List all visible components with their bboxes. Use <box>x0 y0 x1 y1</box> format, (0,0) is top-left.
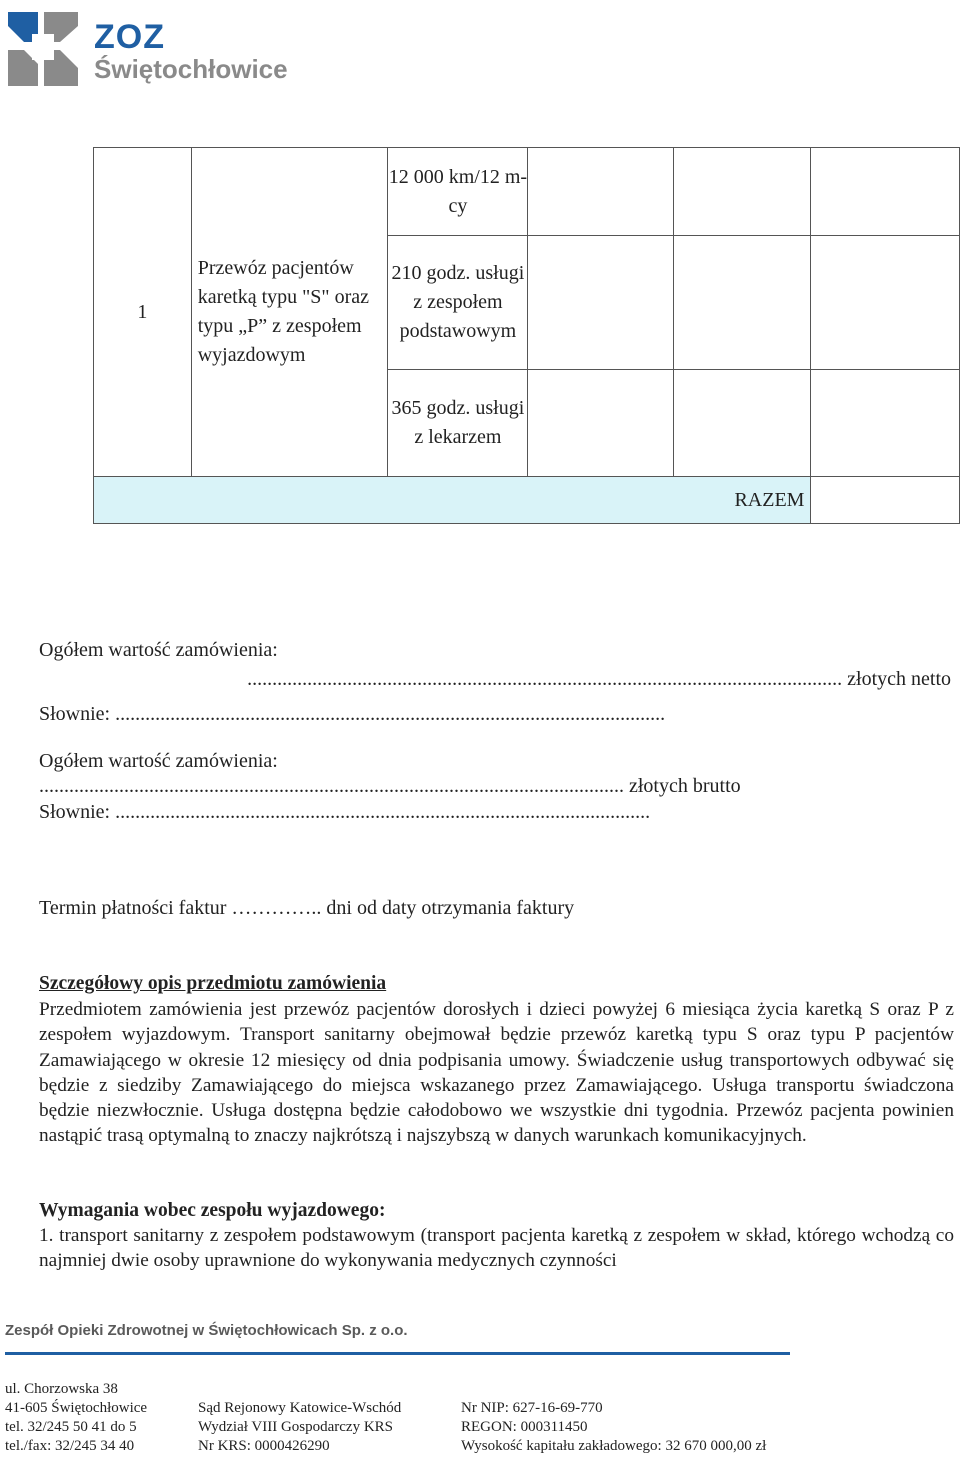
footer-address <box>5 1380 147 1456</box>
logo-text-city: Świętochłowice <box>94 54 288 84</box>
footer-line: tel. 32/245 50 41 do 5 <box>5 1419 137 1435</box>
footer-divider <box>5 1352 790 1355</box>
footer-line: ul. Chorzowska 38 <box>5 1381 118 1397</box>
footer-registry <box>461 1399 766 1456</box>
logo-text-zoz: ZOZ <box>94 18 165 56</box>
payment-term: Termin płatności faktur ………….. dni od daty otrzymania faktury <box>39 897 575 919</box>
gross-value-line: ..................................................................................................................... złotych brutto <box>39 775 741 797</box>
empty-cell <box>528 370 674 477</box>
footer-court <box>198 1399 401 1456</box>
footer-line: tel./fax: 32/245 34 40 <box>5 1438 135 1454</box>
footer-line: Wydział VIII Gospodarczy KRS <box>198 1419 394 1435</box>
item-description-cell: Przewóz pacjentów karetką typu "S" oraz typu „P” z zespołem wyjazdowym <box>191 148 388 477</box>
empty-cell <box>811 236 960 370</box>
table-row <box>94 148 960 236</box>
logo-mark-icon <box>4 10 84 88</box>
footer-line: REGON: 000311450 <box>461 1419 588 1435</box>
total-label-cell: RAZEM <box>94 477 811 524</box>
footer-line: Wysokość kapitału zakładowego: 32 670 000,00 zł <box>461 1438 767 1454</box>
total-row <box>94 477 960 524</box>
details-body: Przedmiotem zamówienia jest przewóz pacjentów dorosłych i dzieci powyżej 6 miesiąca życia karetką S oraz P z zespołem wyjazdowym. Transport sanitarny obejmował będzie przewóz karetką typu S oraz typu P pacjentów Zamawiającego w okresie 12 miesięcy od dnia podpisania umowy. Świadczenie usług transportowych odbywać się będzie z siedziby Zamawiającego do miejsca wskazanego przez Zamawiającego. Usługa transportu świadczona będzie niezwłocznie. Usługa dostępna będzie całodobowo we wszystkie dni tygodnia. Przewóz pacjenta powinien nastąpić trasą optymalną to znaczy najkrótszą i najszybszą w danych warunkach komunikacyjnych. <box>39 999 954 1147</box>
item-number-cell: 1 <box>94 148 192 477</box>
company-logo <box>4 10 294 90</box>
footer-line: Nr KRS: 0000426290 <box>198 1438 330 1454</box>
requirements-item: 1. transport sanitarny z zespołem podstawowym (transport pacjenta karetką z zespołem w skład, którego wchodzą co najmniej dwie osoby uprawnione do wykonywania medycznych czynności <box>39 1225 954 1272</box>
empty-cell <box>673 370 811 477</box>
quantity-cell: 210 godz. usługi z zespołem podstawowym <box>388 236 528 370</box>
empty-cell <box>811 370 960 477</box>
gross-value-label: Ogółem wartość zamówienia: <box>39 750 278 772</box>
footer-line: Sąd Rejonowy Katowice-Wschód <box>198 1400 402 1416</box>
net-value-label: Ogółem wartość zamówienia: <box>39 639 278 661</box>
footer-line: 41-605 Świętochłowice <box>5 1400 148 1416</box>
net-words-line: Słownie: .............................................................................................................. <box>39 703 666 725</box>
footer-company-name: Zespół Opieki Zdrowotnej w Świętochłowicach Sp. z o.o. <box>5 1322 408 1339</box>
quantity-cell: 365 godz. usługi z lekarzem <box>388 370 528 477</box>
price-table <box>93 147 960 524</box>
empty-cell <box>528 148 674 236</box>
net-value-line: ....................................................................................................................... złotych netto <box>247 668 951 690</box>
gross-words-line: Słownie: ........................................................................................................... <box>39 801 651 823</box>
footer-line: Nr NIP: 627-16-69-770 <box>461 1400 603 1416</box>
total-value-cell <box>811 477 960 524</box>
empty-cell <box>528 236 674 370</box>
quantity-cell: 12 000 km/12 m-cy <box>388 148 528 236</box>
empty-cell <box>673 148 811 236</box>
requirements-heading: Wymagania wobec zespołu wyjazdowego: <box>39 1200 386 1221</box>
details-heading: Szczegółowy opis przedmiotu zamówienia <box>39 973 387 994</box>
empty-cell <box>673 236 811 370</box>
empty-cell <box>811 148 960 236</box>
